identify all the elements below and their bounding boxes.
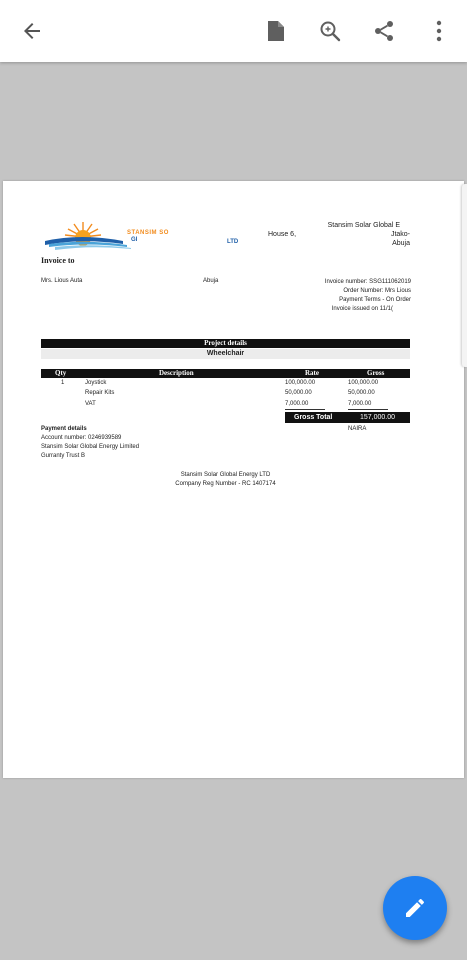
payment-company: Stansim Solar Global Energy Limited bbox=[41, 444, 140, 450]
company-city: Abuja bbox=[392, 240, 410, 247]
search-button[interactable] bbox=[315, 16, 345, 46]
edit-fab-button[interactable] bbox=[383, 876, 447, 940]
pencil-icon bbox=[403, 896, 427, 920]
share-button[interactable] bbox=[369, 16, 399, 46]
invoice-meta bbox=[283, 278, 411, 314]
header-rate: Rate bbox=[305, 369, 319, 377]
table-row: 1 Joystick 100,000.00 100,000.00 bbox=[61, 380, 379, 386]
share-icon bbox=[372, 19, 396, 43]
top-app-bar bbox=[0, 0, 467, 62]
more-vert-icon bbox=[435, 19, 443, 43]
company-logo bbox=[41, 219, 239, 253]
header-gross: Gross bbox=[367, 369, 385, 377]
invoice-issued: Invoice issued on 11/1( bbox=[331, 306, 393, 312]
footer-reg-number: Company Reg Number - RC 1407174 bbox=[175, 481, 276, 487]
table-row: VAT 7,000.00 7,000.00 bbox=[85, 401, 372, 407]
more-options-button[interactable] bbox=[424, 16, 454, 46]
logo-text-ltd: LTD bbox=[227, 239, 239, 245]
gross-total-label: Gross Total bbox=[294, 414, 333, 421]
document-page[interactable] bbox=[3, 181, 464, 778]
invoice-to-label: Invoice to bbox=[41, 256, 75, 265]
footer-company: Stansim Solar Global Energy LTD bbox=[180, 472, 271, 478]
rate-underline bbox=[285, 409, 325, 410]
header-qty: Qty bbox=[55, 369, 67, 377]
arrow-left-icon bbox=[20, 19, 44, 43]
back-button[interactable] bbox=[17, 16, 47, 46]
payment-details-label: Payment details bbox=[41, 426, 87, 432]
header-description: Description bbox=[159, 369, 194, 377]
currency-label: NAIRA bbox=[348, 426, 367, 432]
project-details-bar: Project details bbox=[41, 339, 410, 348]
invoice-number: Invoice number: SSG111062019 bbox=[324, 279, 411, 285]
gross-underline bbox=[348, 409, 388, 410]
company-house: House 6, bbox=[268, 231, 297, 238]
document-icon bbox=[266, 19, 286, 43]
document-button[interactable] bbox=[261, 16, 291, 46]
scroll-handle[interactable] bbox=[462, 184, 467, 367]
client-city: Abuja bbox=[203, 278, 219, 284]
table-row: Repair Kits 50,000.00 50,000.00 bbox=[85, 390, 375, 396]
gross-total-value: 157,000.00 bbox=[360, 414, 396, 421]
order-number: Order Number: Mrs Lious bbox=[343, 288, 411, 294]
payment-terms: Payment Terms - On Order bbox=[339, 297, 411, 303]
client-name: Mrs. Lious Auta bbox=[41, 278, 83, 284]
search-icon bbox=[318, 19, 342, 43]
gross-total-bar bbox=[285, 412, 410, 423]
account-number: Account number: 0246939589 bbox=[41, 435, 122, 441]
logo-text-middle: GI bbox=[131, 237, 138, 243]
logo-text-top: STANSIM SO bbox=[127, 230, 169, 236]
table-header bbox=[41, 369, 410, 378]
company-address bbox=[268, 221, 410, 248]
project-name: Wheelchair bbox=[41, 349, 410, 359]
company-street: Jtako- bbox=[390, 231, 410, 238]
company-name-line: Stansim Solar Global E bbox=[327, 222, 400, 229]
payment-bank: Gurranty Trust B bbox=[41, 453, 86, 459]
table-rows bbox=[41, 380, 410, 412]
company-address-line bbox=[268, 230, 410, 239]
